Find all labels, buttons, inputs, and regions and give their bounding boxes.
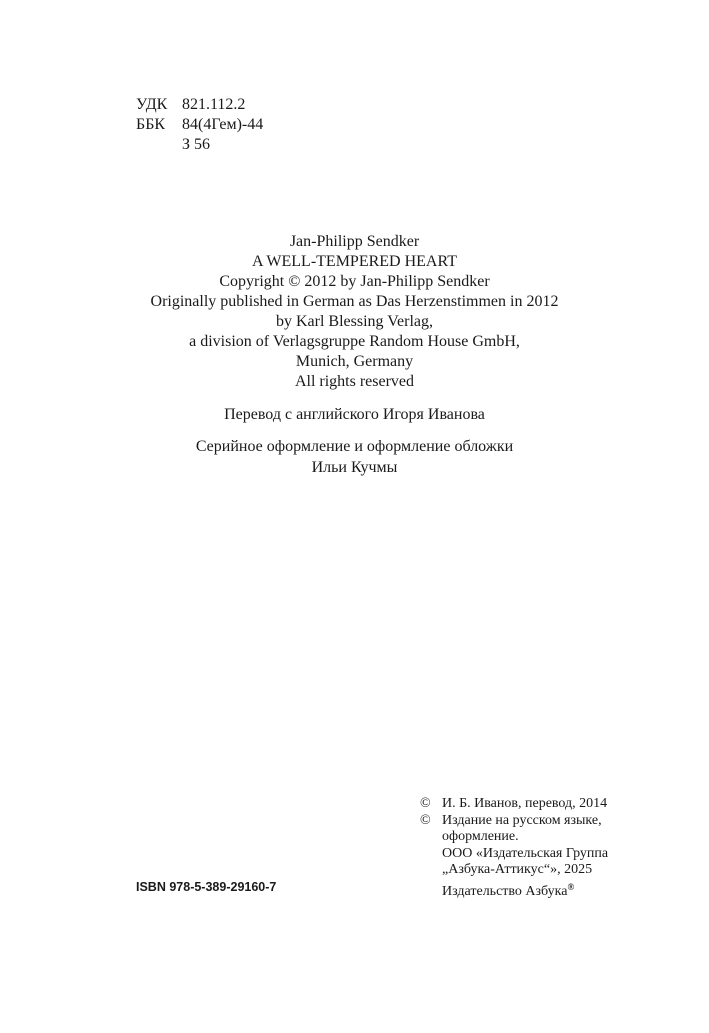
copyright-symbol: © — [420, 812, 431, 828]
publisher-imprint-line — [442, 879, 608, 901]
author-mark: З 56 — [182, 136, 211, 153]
author-name: Jan-Philipp Sendker — [289, 233, 420, 250]
original-title: A WELL-TEMPERED HEART — [252, 253, 457, 270]
edition-copyright-line: оформление. — [442, 829, 519, 844]
russian-copyright-block — [420, 796, 608, 900]
publisher-division-line: a division of Verlagsgruppe Random House GmbH, — [189, 333, 520, 350]
bbk-row — [136, 115, 263, 135]
design-credit-line: Серийное оформление и оформление обложки — [195, 438, 514, 455]
original-publication-line: Originally published in German as Das Herzenstimmen in 2012 — [150, 293, 559, 310]
copyright-symbol: © — [420, 796, 431, 811]
design-credit — [0, 436, 709, 478]
original-publisher-line: by Karl Blessing Verlag, — [275, 313, 433, 330]
rights-line: All rights reserved — [294, 373, 415, 390]
classification-block — [136, 95, 263, 155]
edition-copyright-line: ООО «Издательская Группа — [442, 845, 609, 861]
udk-key: УДК — [136, 96, 168, 113]
copyright-line: Copyright © 2012 by Jan-Philipp Sendker — [219, 273, 490, 290]
registered-mark: ® — [567, 881, 575, 892]
publisher-imprint-name: Издательство Азбука — [442, 883, 568, 899]
translator-credit: Перевод с английского Игоря Иванова — [224, 406, 485, 423]
edition-copyright — [420, 813, 608, 901]
isbn: ISBN 978-5-389-29160-7 — [136, 880, 277, 894]
publisher-location-line: Munich, Germany — [295, 353, 414, 370]
translation-copyright — [420, 796, 608, 813]
udk-value: 821.112.2 — [182, 96, 246, 113]
bbk-value: 84(4Гем)-44 — [182, 116, 264, 133]
design-credit-name: Ильи Кучмы — [311, 459, 398, 476]
udk-row — [136, 95, 263, 115]
imprint-block — [0, 232, 709, 478]
edition-copyright-line: Издание на русском языке, — [442, 812, 602, 828]
edition-copyright-line: „Азбука-Аттикус“», 2025 — [442, 862, 593, 877]
translation-copyright-text: И. Б. Иванов, перевод, 2014 — [442, 796, 608, 811]
bbk-key: ББК — [136, 116, 166, 133]
author-mark-row — [136, 135, 263, 155]
